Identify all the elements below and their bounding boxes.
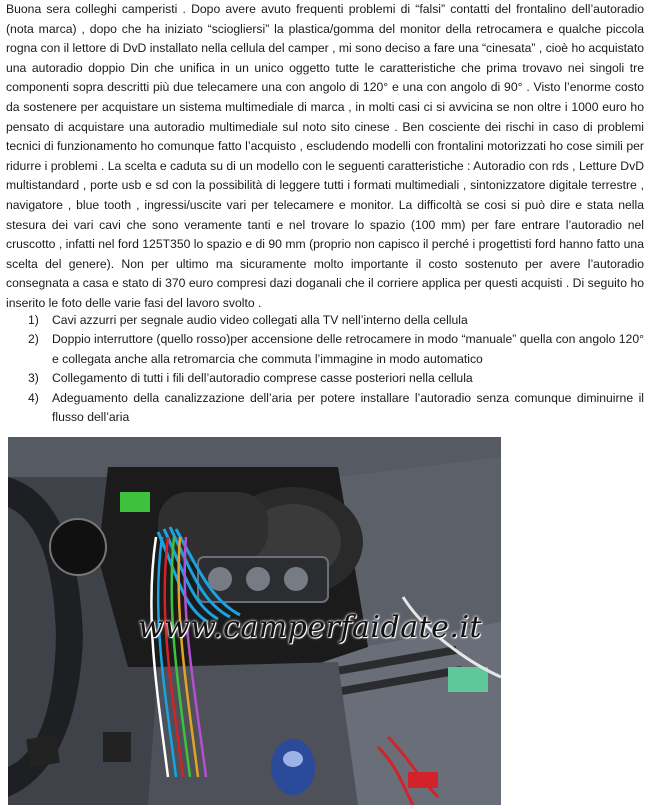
list-item: [10, 389, 644, 428]
watermark-text: www.camperfaidate.it: [138, 610, 483, 645]
list-item-number: 2): [28, 332, 39, 347]
list-item: [10, 330, 644, 369]
list-item-text: Doppio interruttore (quello rosso)per accensione delle retrocamere in modo “manuale” quella con angolo 120° e collegata anche alla retromarcia che commuta l’immagine in modo automatico: [52, 332, 644, 366]
list-item-number: 3): [28, 371, 39, 386]
list-item-text: Collegamento di tutti i fili dell’autoradio comprese casse posteriori nella cellula: [52, 371, 473, 386]
list-item-text: Cavi azzurri per segnale audio video collegati alla TV nell’interno della cellula: [52, 313, 468, 327]
list-item: [10, 369, 644, 388]
list-item-number: 4): [28, 390, 39, 405]
intro-paragraph: Buona sera colleghi camperisti . Dopo avere avuto frequenti problemi di “falsi” contatti del frontalino dell’autoradio (nota marca) , dopo che ha iniziato “sciogliersi” la plastica/gomma del monitor della retrocamera e qualche piccola rogna con il lettore di DvD installato nella cellula del camper , mi sono deciso a fare una “cinesata” , cioè ho acquistato una autoradio doppio Din che unifica in un unico oggetto tutte le caratteristiche che prima trovavo nei singoli tre componenti sopra descritti più due telecamere una con angolo di 120° e una con angolo di 90° . Visto l’enorme costo da sostenere per acquistare un sistema multimediale di marca , in molti casi ci si avvicina se non oltre i 1000 euro ho pensato di acquistare una autoradio multimediale sul noto sito cinese . Ben cosciente dei rischi in caso di problemi tecnici di funzionamento ho comunque fatto l’acquisto , escludendo modelli con frontalini motorizzati ho cose simili per ridurre i problemi . La scelta e caduta su di un modello con le seguenti caratteristiche : Autoradio con rds , Letture DvD multistandard , porte usb e sd con la possibilità di leggere tutti i formati multimediali , sintonizzatore digitale terrestre , navigatore , blue tooth , ingressi/uscite vari per telecamere e monitor. La difficoltà se cosi si può dire e stata nella stesura dei vari cavi che sono veramente tanti e nel trovare lo spazio (100 mm) per fare entrare l’autoradio nel cruscotto , infatti nel ford 125T350 lo spazio e di 90 mm (proprio non capisco il perché i progettisti ford hanno fatto una scelta del genere). Non per ultimo ma sicuramente molto importante il costo sostenuto per avere l’autoradio consegnata a casa e stato di 370 euro compresi dazi doganali che il corriere applica per questi acquisti . Di seguito ho inserito le foto delle varie fasi del lavoro svolto .: [6, 2, 644, 310]
list-item-text: Adeguamento della canalizzazione dell’aria per potere installare l’autoradio senza comunque diminuirne il flusso dell’aria: [52, 390, 644, 425]
steps-list: [10, 311, 644, 427]
list-item-number: 1): [28, 313, 39, 327]
list-item: [10, 311, 644, 330]
